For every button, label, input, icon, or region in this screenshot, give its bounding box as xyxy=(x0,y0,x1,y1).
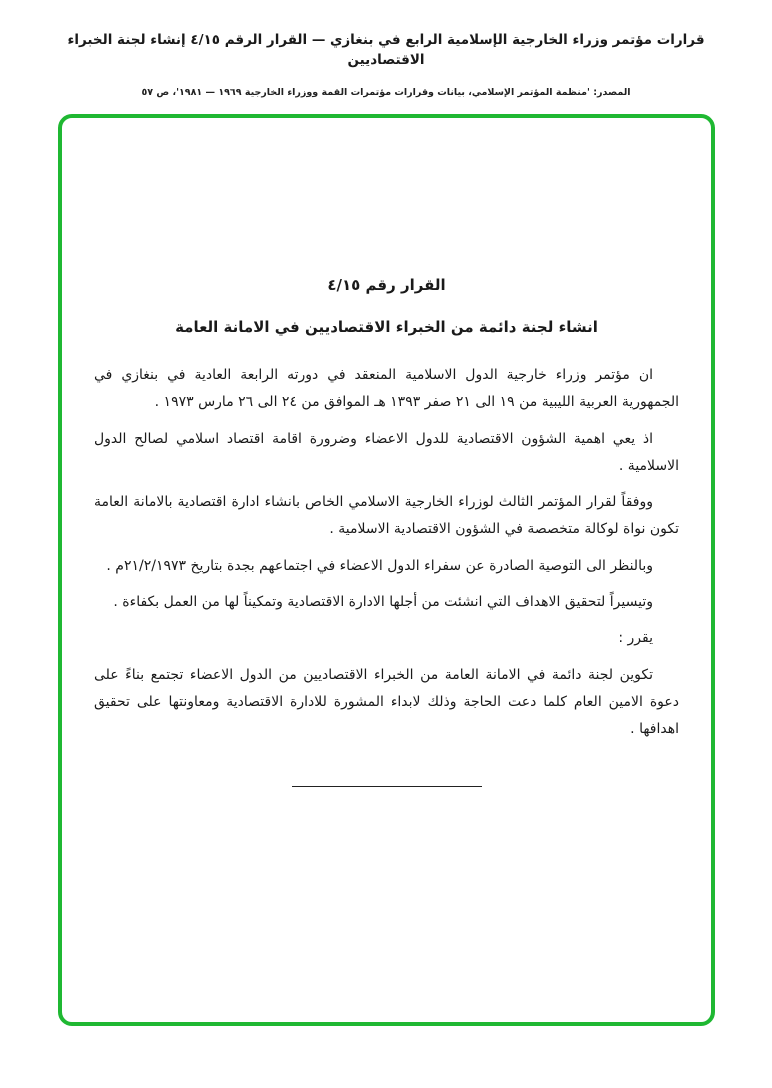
end-divider-line xyxy=(292,786,482,787)
resolution-subject-title: انشاء لجنة دائمة من الخبراء الاقتصاديين في الامانة العامة xyxy=(175,318,598,336)
doc-paragraph-preamble: ان مؤتمر وزراء خارجية الدول الاسلامية المنعقد في دورته الرابعة العادية في بنغازي في الجمهورية العربية الليبية من ١٩ الى ٢١ صفر ١٣٩٣ هـ الموافق من ٢٤ الى ٢٦ مارس ١٩٧٣ . xyxy=(94,367,679,411)
doc-paragraph-considering-3: وبالنظر الى التوصية الصادرة عن سفراء الدول الاعضاء في اجتماعهم بجدة بتاريخ ٢١/٢/١٩٧٣م . xyxy=(106,557,653,574)
doc-paragraph-considering-1: اذ يعي اهمية الشؤون الاقتصادية للدول الاعضاء وضرورة اقامة اقتصاد اسلامي لصالح الدول الاسلامية . xyxy=(94,430,679,474)
doc-paragraph-considering-2: ووفقاً لقرار المؤتمر الثالث لوزراء الخارجية الاسلامي الخاص بانشاء ادارة اقتصادية بالامانة العامة تكون نواة لوكالة متخصصة في الشؤون الاقتصادية الاسلامية . xyxy=(94,494,679,538)
header-title: قرارات مؤتمر وزراء الخارجية الإسلامية الرابع في بنغازي — القرار الرقم ٤/١٥ إنشاء لجنة الخبراء الاقتصاديين xyxy=(67,32,705,69)
document-content xyxy=(62,118,711,787)
page-header xyxy=(0,0,772,98)
document-frame xyxy=(58,114,715,1026)
resolution-number-title: القرار رقم ٤/١٥ xyxy=(327,276,446,294)
doc-paragraph-considering-4: وتيسيراً لتحقيق الاهداف التي انشئت من أجلها الادارة الاقتصادية وتمكيناً لها من العمل بكفاءة . xyxy=(113,594,653,611)
header-source-citation: المصدر: 'منظمة المؤتمر الإسلامي، بيانات وقرارات مؤتمرات القمة ووزراء الخارجية ١٩٦٩ — ١٩٨١'، ص ٥٧ xyxy=(141,86,631,98)
doc-paragraph-decides-label: يقرر : xyxy=(618,630,653,647)
doc-paragraph-operative: تكوين لجنة دائمة في الامانة العامة من الخبراء الاقتصاديين من الدول الاعضاء تجتمع بناءً على دعوة الامين العام كلما دعت الحاجة وذلك لابداء المشورة للادارة الاقتصادية ومعاونتها على تحقيق اهدافها . xyxy=(94,666,679,738)
